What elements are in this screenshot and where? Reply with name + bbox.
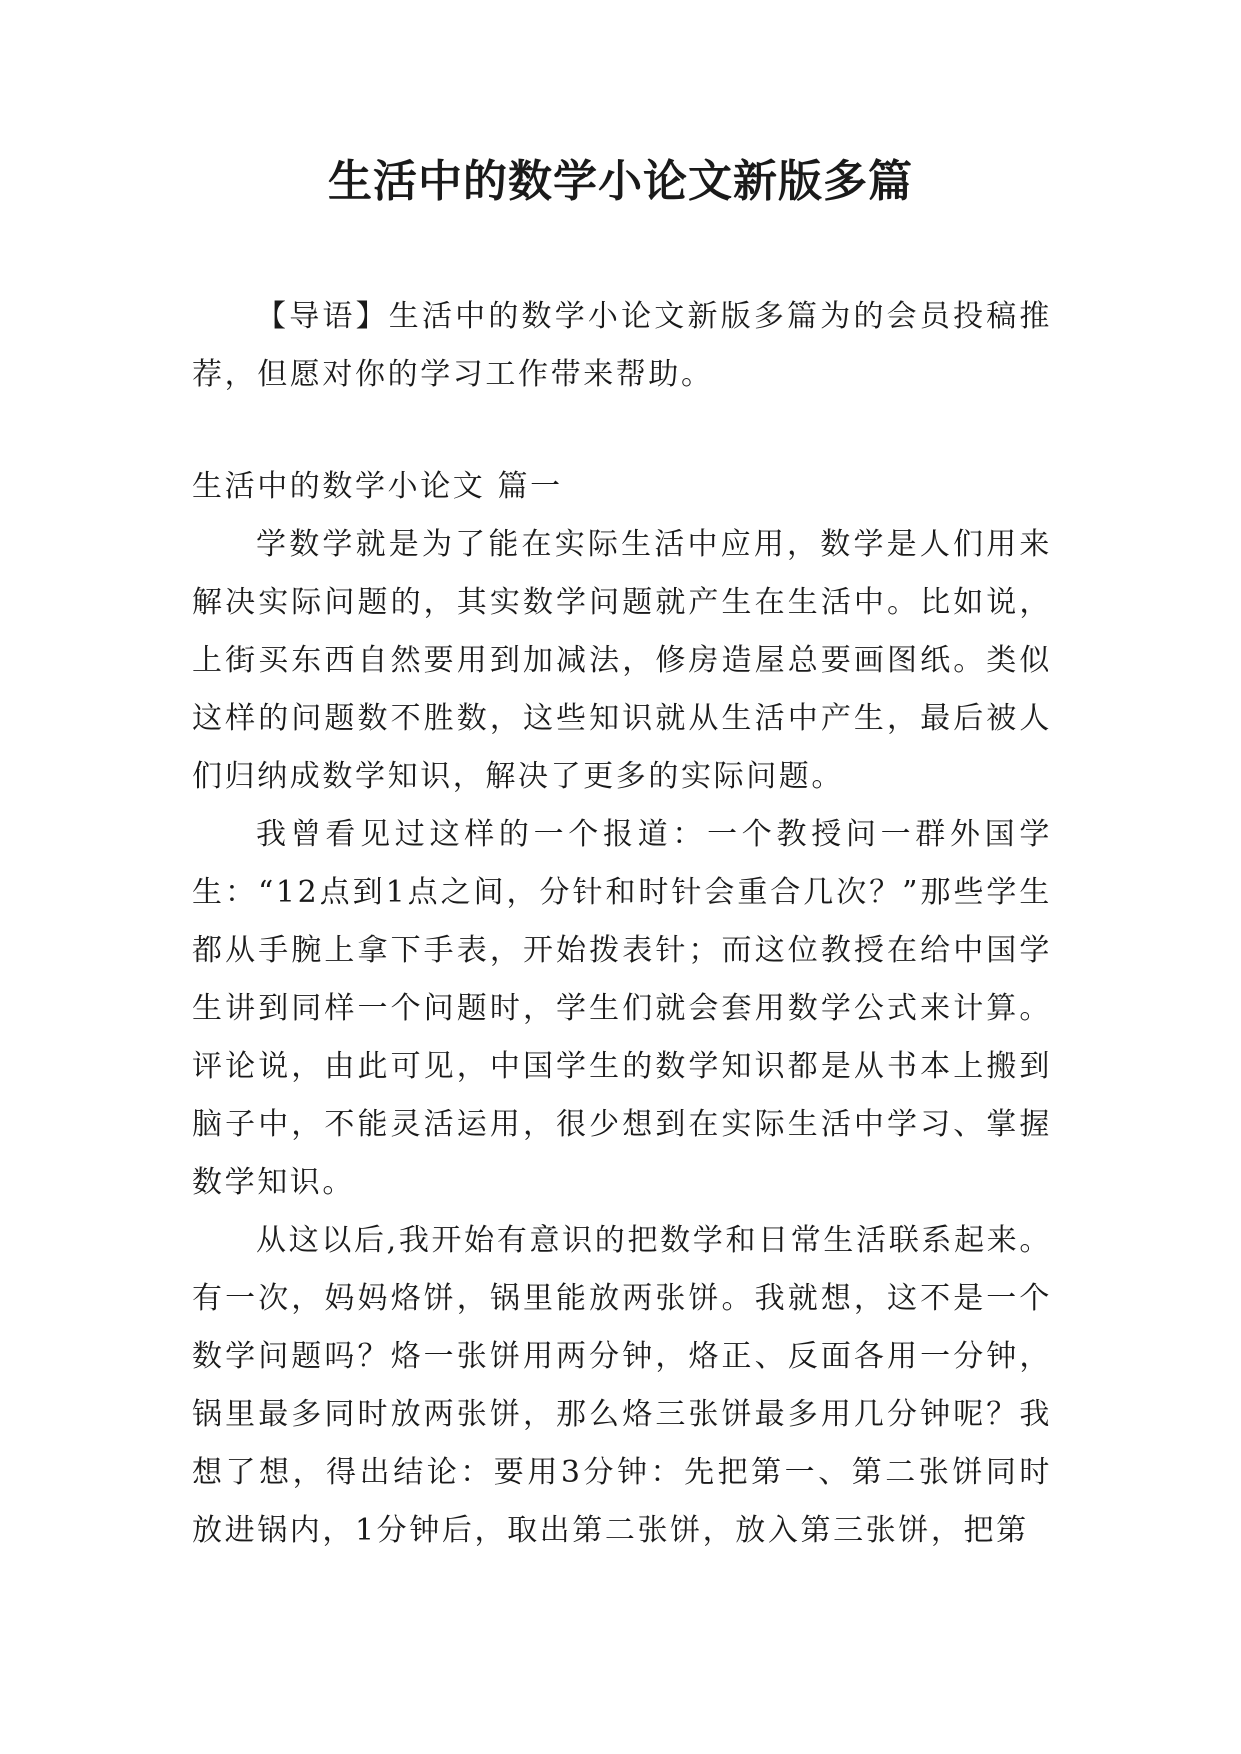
intro-paragraph: 【导语】生活中的数学小论文新版多篇为的会员投稿推荐，但愿对你的学习工作带来帮助。 bbox=[192, 299, 1052, 392]
body-paragraph-2: 我曾看见过这样的一个报道：一个教授问一群外国学生：“12点到1点之间，分针和时针会重合几次？”那些学生都从手腕上拿下手表，开始拨表针；而这位教授在给中国学生讲到同样一个问题时，学生们就会套用数学公式来计算。评论说，由此可见，中国学生的数学知识都是从书本上搬到脑子中，不能灵活运用，很少想到在实际生活中学习、掌握数学知识。 bbox=[192, 817, 1052, 1200]
intro-block bbox=[192, 288, 1052, 404]
page-title: 生活中的数学小论文新版多篇 bbox=[328, 156, 913, 207]
body-paragraph-1: 学数学就是为了能在实际生活中应用，数学是人们用来解决实际问题的，其实数学问题就产生在生活中。比如说，上街买东西自然要用到加减法，修房造屋总要画图纸。类似这样的问题数不胜数，这些知识就从生活中产生，最后被人们归纳成数学知识，解决了更多的实际问题。 bbox=[192, 527, 1052, 794]
section-one bbox=[192, 458, 1052, 1560]
section-heading: 生活中的数学小论文 篇一 bbox=[192, 469, 563, 504]
body-paragraph-3: 从这以后,我开始有意识的把数学和日常生活联系起来。有一次，妈妈烙饼，锅里能放两张饼。我就想，这不是一个数学问题吗？烙一张饼用两分钟，烙正、反面各用一分钟，锅里最多同时放两张饼，那么烙三张饼最多用几分钟呢？我想了想，得出结论：要用3分钟：先把第一、第二张饼同时放进锅内，1分钟后，取出第二张饼，放入第三张饼，把第 bbox=[192, 1223, 1052, 1548]
